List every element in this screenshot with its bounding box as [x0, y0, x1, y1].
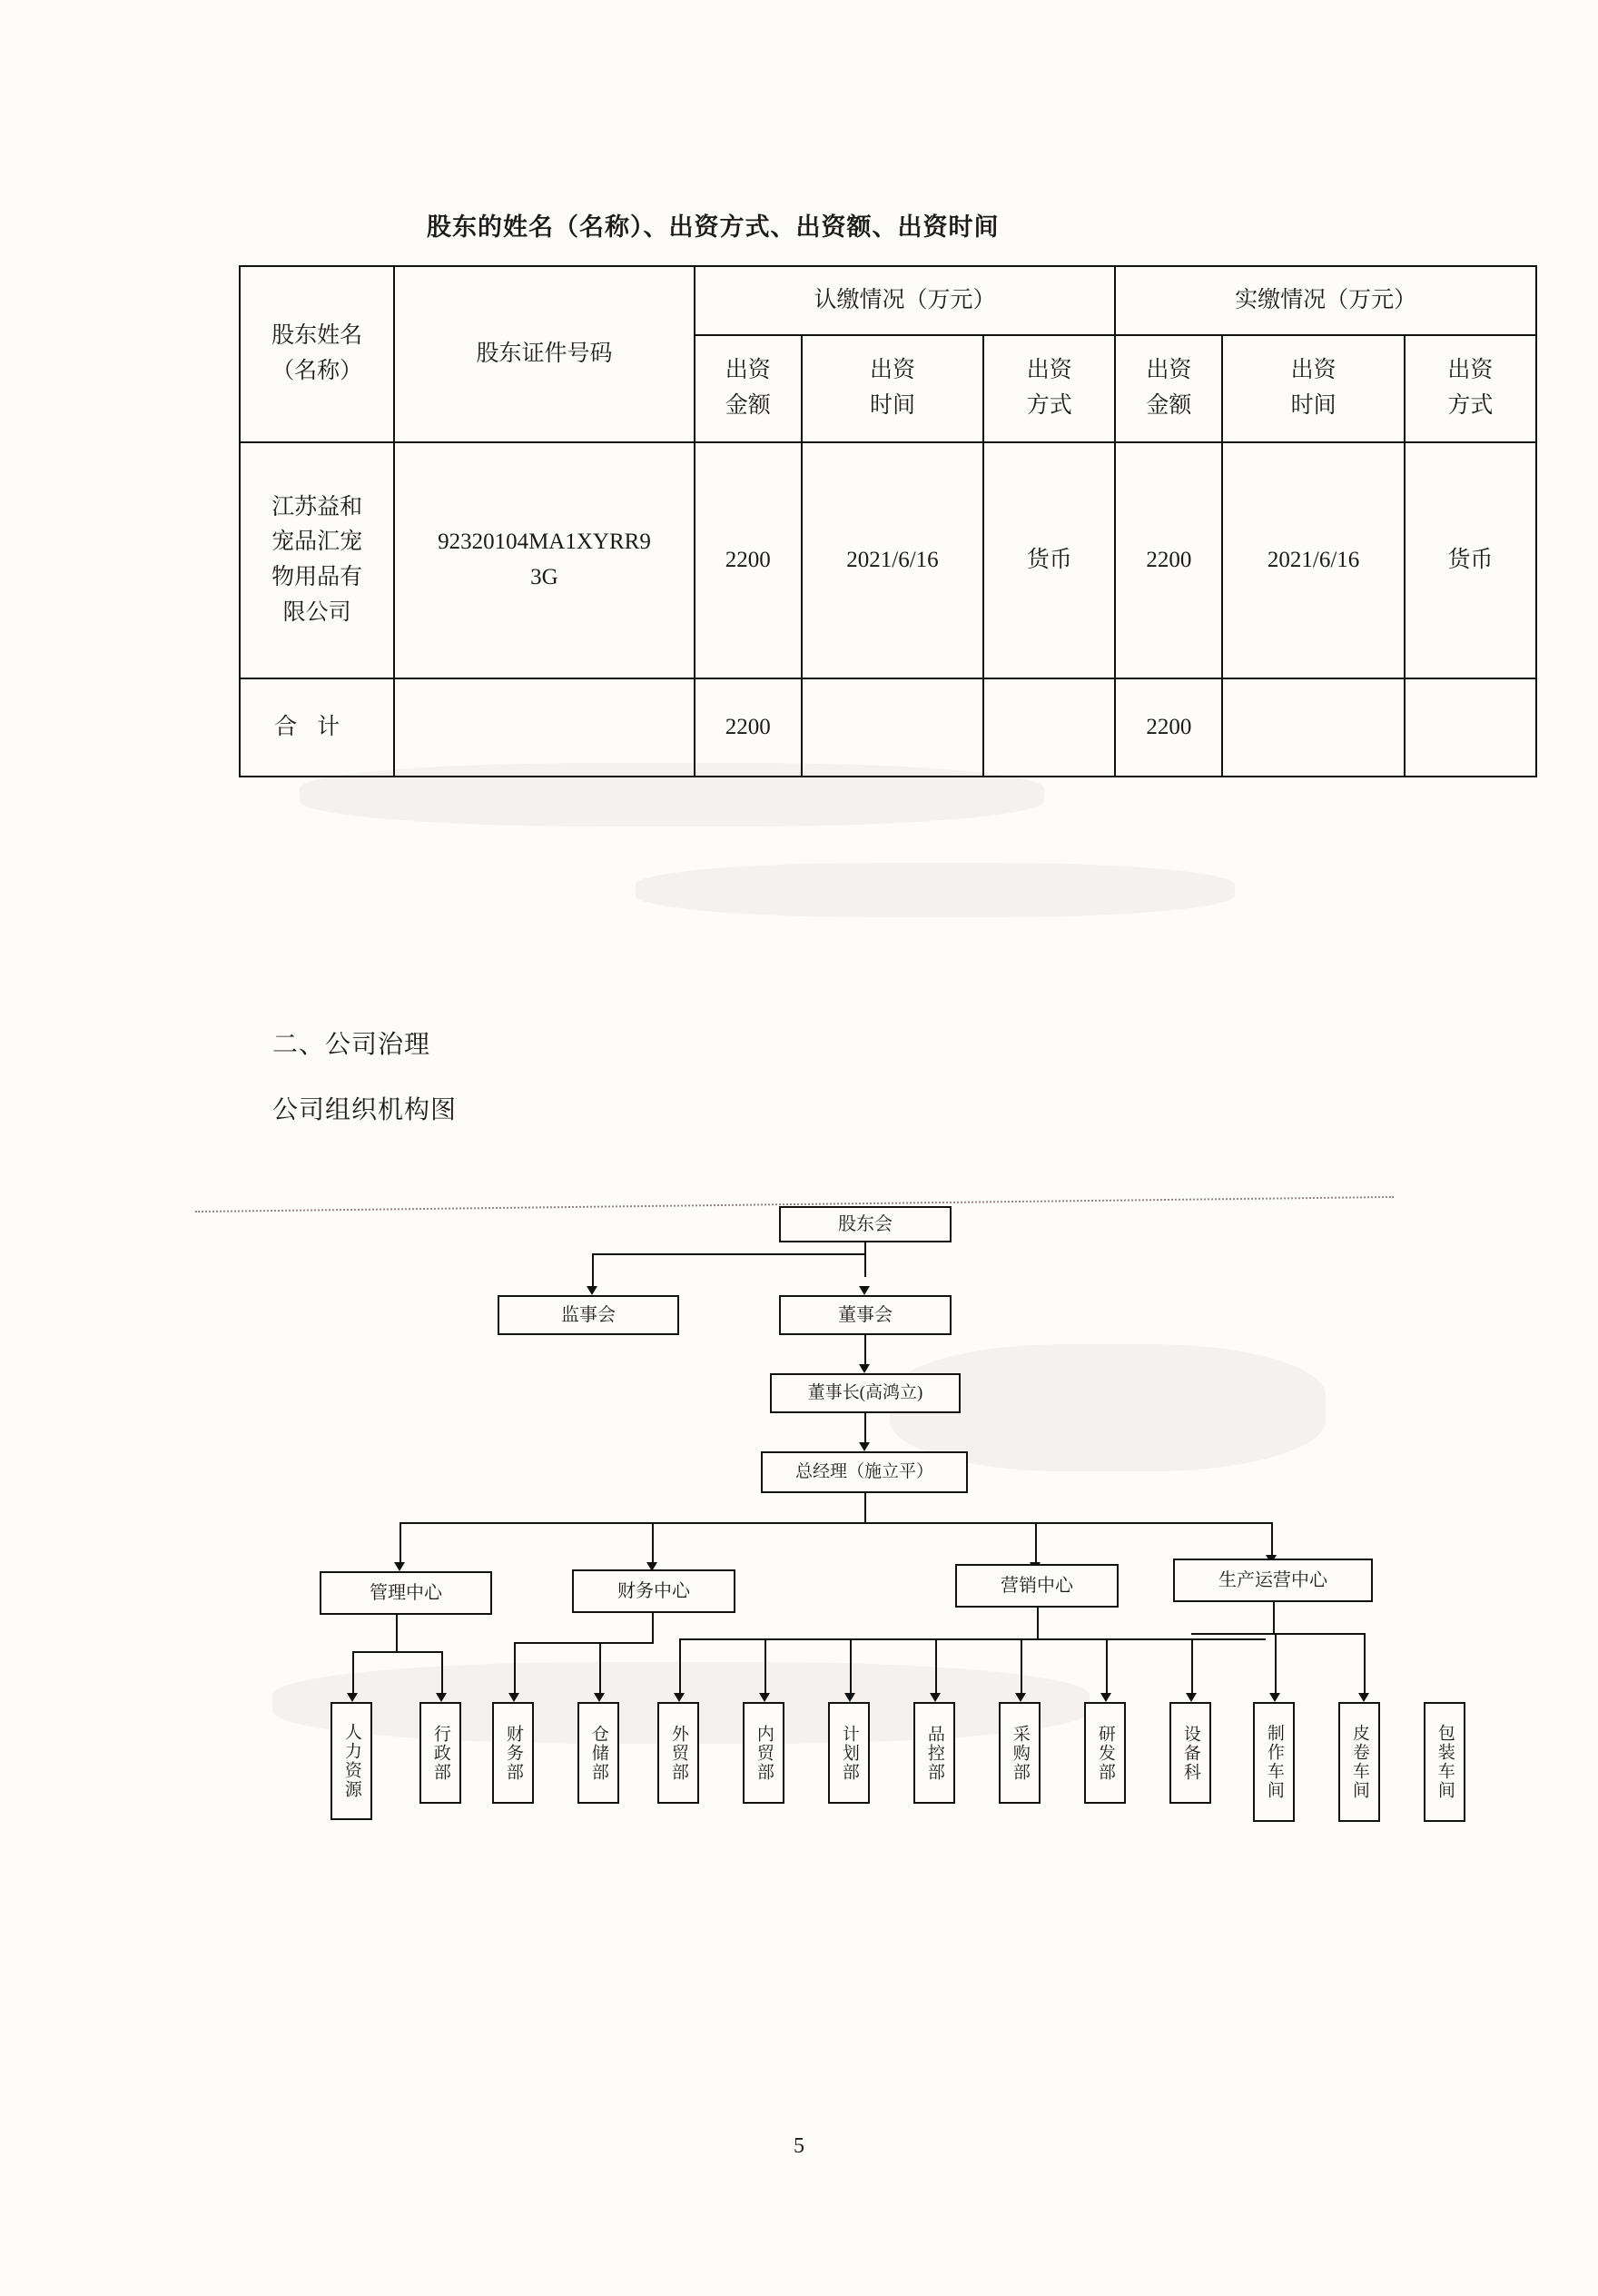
arrow-icon [1358, 1693, 1369, 1702]
arrow-icon [859, 1286, 870, 1295]
org-node-board-of-directors: 董事会 [779, 1295, 952, 1335]
connector [514, 1642, 516, 1697]
arrow-icon [844, 1693, 855, 1702]
cell-subscribed-amount: 2200 [695, 442, 802, 678]
connector [441, 1651, 443, 1697]
connector [864, 1242, 866, 1277]
connector [352, 1651, 443, 1653]
cell-total-subscribed-time [802, 678, 983, 777]
org-node-department-1: 行政部 [419, 1702, 461, 1804]
connector [652, 1613, 654, 1644]
org-node-department-12: 皮卷车间 [1338, 1702, 1380, 1822]
arrow-icon [508, 1693, 519, 1702]
connector [1273, 1602, 1275, 1635]
header-shareholder-id: 股东证件号码 [394, 266, 694, 442]
cell-total-paid-way [1405, 678, 1536, 777]
table-row [240, 442, 1536, 678]
arrow-icon [1186, 1693, 1197, 1702]
page-number: 5 [794, 2134, 804, 2158]
cell-total-label: 合计 [240, 678, 394, 777]
connector [652, 1522, 654, 1566]
header-paid-group: 实缴情况（万元） [1115, 266, 1536, 335]
cell-paid-amount: 2200 [1115, 442, 1222, 678]
org-node-department-0: 人力资源 [330, 1702, 372, 1820]
cell-paid-time: 2021/6/16 [1222, 442, 1404, 678]
connector [679, 1638, 1266, 1640]
header-paid-amount: 出资 金额 [1115, 335, 1222, 442]
connector [864, 1413, 866, 1446]
org-node-center-2: 营销中心 [955, 1564, 1119, 1608]
org-node-shareholders-meeting: 股东会 [779, 1206, 952, 1242]
connector [592, 1253, 594, 1288]
arrow-icon [587, 1286, 597, 1295]
org-node-center-3: 生产运营中心 [1173, 1559, 1373, 1602]
connector [764, 1638, 766, 1697]
cell-total-paid-time [1222, 678, 1404, 777]
table-total-row [240, 678, 1536, 777]
org-node-center-1: 财务中心 [572, 1569, 735, 1613]
cell-total-subscribed-way [983, 678, 1115, 777]
cell-paid-way: 货币 [1405, 442, 1536, 678]
org-node-department-13: 包装车间 [1424, 1702, 1465, 1822]
org-node-department-3: 仓储部 [577, 1702, 619, 1804]
connector [592, 1253, 864, 1255]
connector [935, 1638, 937, 1697]
arrow-icon [347, 1693, 358, 1702]
connector [1275, 1633, 1277, 1697]
header-subscribed-amount: 出资 金额 [695, 335, 802, 442]
cell-subscribed-way: 货币 [983, 442, 1115, 678]
connector [864, 1335, 866, 1368]
connector [352, 1651, 354, 1697]
connector [400, 1522, 1271, 1524]
connector [1191, 1633, 1364, 1635]
arrow-icon [859, 1364, 870, 1373]
cell-subscribed-time: 2021/6/16 [802, 442, 983, 678]
connector [396, 1615, 398, 1653]
shareholder-capital-table [239, 265, 1537, 777]
cell-total-id [394, 678, 694, 777]
arrow-icon [1100, 1693, 1111, 1702]
arrow-icon [759, 1693, 770, 1702]
connector [864, 1493, 866, 1524]
table-header-row-group [240, 266, 1536, 335]
connector [1271, 1522, 1273, 1559]
org-node-center-0: 管理中心 [320, 1571, 492, 1615]
connector [1035, 1522, 1037, 1566]
org-node-department-7: 品控部 [913, 1702, 955, 1804]
org-node-general-manager: 总经理（施立平） [761, 1451, 968, 1493]
arrow-icon [859, 1442, 870, 1451]
org-node-department-10: 设备科 [1169, 1702, 1211, 1804]
page-title: 股东的姓名（名称）、出资方式、出资额、出资时间 [427, 213, 1000, 241]
org-node-chairman: 董事长(高鸿立) [770, 1373, 961, 1413]
section-heading-governance: 二、公司治理 [272, 1031, 431, 1059]
arrow-icon [394, 1562, 405, 1571]
connector [679, 1638, 681, 1697]
header-subscribed-way: 出资 方式 [983, 335, 1115, 442]
cell-total-subscribed-amount: 2200 [695, 678, 802, 777]
header-paid-way: 出资 方式 [1405, 335, 1536, 442]
section-heading-org-chart: 公司组织机构图 [272, 1096, 458, 1124]
arrow-icon [1015, 1693, 1026, 1702]
connector [1021, 1638, 1022, 1697]
org-node-department-5: 内贸部 [743, 1702, 784, 1804]
header-shareholder-name: 股东姓名 （名称） [240, 266, 394, 442]
connector [1191, 1638, 1193, 1697]
arrow-icon [436, 1693, 447, 1702]
connector [1364, 1633, 1366, 1697]
cell-total-paid-amount: 2200 [1115, 678, 1222, 777]
org-node-department-8: 采购部 [999, 1702, 1041, 1804]
arrow-icon [674, 1693, 685, 1702]
header-paid-time: 出资 时间 [1222, 335, 1404, 442]
org-node-department-4: 外贸部 [657, 1702, 699, 1804]
arrow-icon [1269, 1693, 1280, 1702]
connector [850, 1638, 852, 1697]
arrow-icon [594, 1693, 605, 1702]
header-subscribed-group: 认缴情况（万元） [695, 266, 1116, 335]
org-node-department-6: 计划部 [828, 1702, 870, 1804]
header-subscribed-time: 出资 时间 [802, 335, 983, 442]
connector [1037, 1608, 1039, 1640]
org-node-department-2: 财务部 [492, 1702, 534, 1804]
connector [599, 1642, 601, 1697]
arrow-icon [930, 1693, 941, 1702]
org-node-department-9: 研发部 [1084, 1702, 1126, 1804]
connector [1106, 1638, 1108, 1697]
org-chart [0, 1153, 1598, 1880]
org-node-supervisory-board: 监事会 [498, 1295, 679, 1335]
org-node-department-11: 制作车间 [1253, 1702, 1295, 1822]
connector [514, 1642, 652, 1644]
cell-shareholder-name: 江苏益和 宠品汇宠 物用品有 限公司 [240, 442, 394, 678]
connector [400, 1522, 401, 1566]
cell-shareholder-id: 92320104MA1XYRR9 3G [394, 442, 694, 678]
